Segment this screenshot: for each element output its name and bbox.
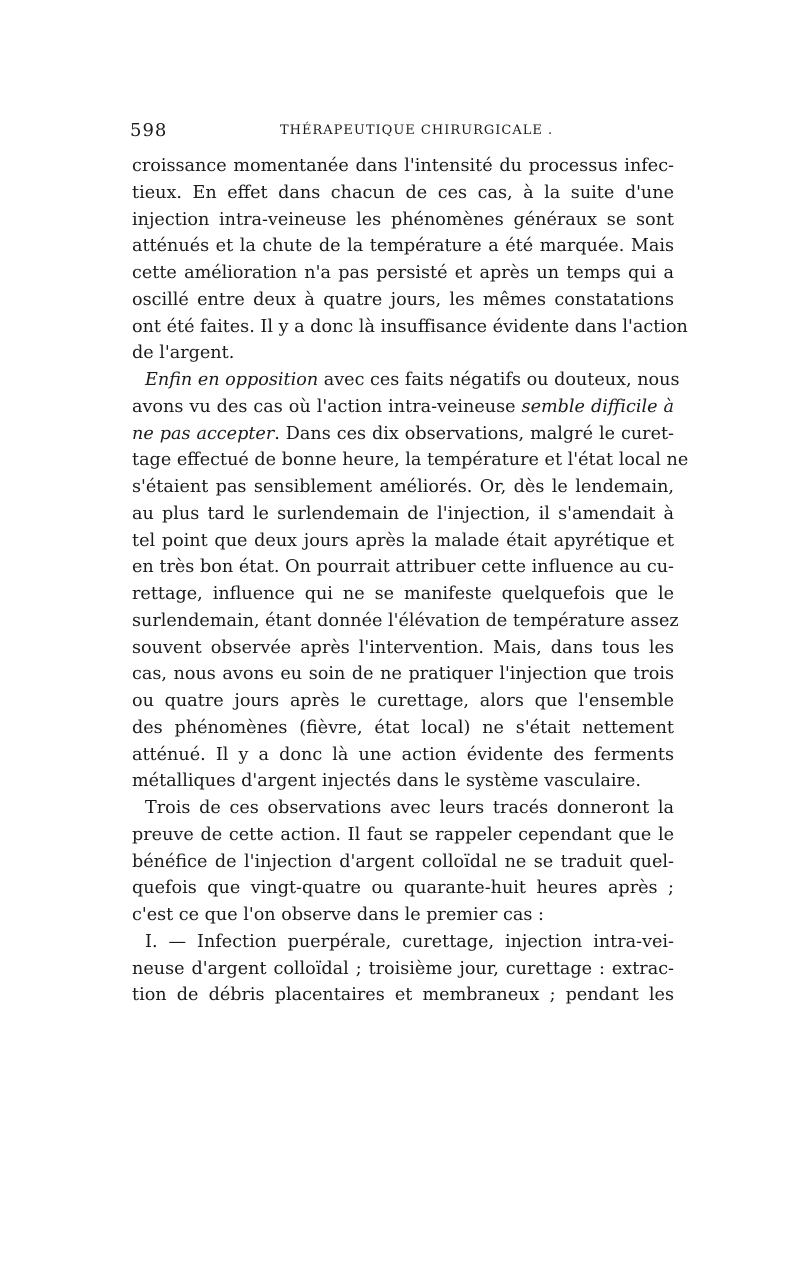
text-line: de l'argent. bbox=[132, 343, 235, 364]
text-line bbox=[132, 367, 680, 394]
text-line: s'étaient pas sensiblement améliorés. Or, dès le lendemain, bbox=[132, 477, 674, 497]
text-line: croissance momentanée dans l'intensité du processus infec- bbox=[132, 156, 674, 176]
text-line bbox=[132, 394, 674, 421]
text-line: tion de débris placentaires et membraneux ; pendant les bbox=[132, 985, 674, 1006]
text-line: rettage, influence qui ne se manifeste quelquefois que le bbox=[132, 584, 674, 604]
text-line: neuse d'argent colloïdal ; troisième jour, curettage : extrac- bbox=[132, 958, 674, 979]
text-line: atténués et la chute de la température a été marquée. Mais bbox=[132, 236, 674, 257]
text-line: au plus tard le surlendemain de l'injection, il s'amendait à bbox=[132, 503, 674, 524]
text-line: injection intra-veineuse les phénomènes généraux se sont bbox=[132, 209, 674, 230]
running-title: THÉRAPEUTIQUE CHIRURGICALE . bbox=[280, 123, 554, 138]
text-line: en très bon état. On pourrait attribuer cette influence au cu- bbox=[132, 557, 674, 578]
text-line: tieux. En effet dans chacun de ces cas, à la suite d'une bbox=[132, 182, 674, 203]
text-line: preuve de cette action. Il faut se rappeler cependant que le bbox=[132, 824, 674, 845]
line-text: avec ces faits négatifs ou douteux, nous bbox=[318, 370, 680, 390]
italic-phrase: Enfin en opposition bbox=[145, 370, 319, 390]
text-line: cas, nous avons eu soin de ne pratiquer l'injection que trois bbox=[132, 664, 674, 685]
line-text: . Dans ces dix observations, malgré le curet- bbox=[274, 423, 674, 444]
text-line: surlendemain, étant donnée l'élévation de température assez bbox=[132, 610, 679, 631]
italic-phrase: semble difficile à bbox=[521, 396, 674, 417]
page-number: 598 bbox=[130, 120, 168, 141]
text-line: tage effectué de bonne heure, la température et l'état local ne bbox=[132, 450, 689, 471]
text-line: ou quatre jours après le curettage, alors que l'ensemble bbox=[132, 691, 674, 711]
text-line: souvent observée après l'intervention. Mais, dans tous les bbox=[132, 637, 674, 658]
text-line: quefois que vingt-quatre ou quarante-huit heures après ; bbox=[132, 878, 674, 899]
text-line: bénéfice de l'injection d'argent colloïdal ne se traduit quel- bbox=[132, 851, 674, 872]
text-line: tel point que deux jours après la malade était apyrétique et bbox=[132, 530, 674, 551]
text-line: cette amélioration n'a pas persisté et après un temps qui a bbox=[132, 263, 674, 283]
text-line: ont été faites. Il y a donc là insuffisance évidente dans l'action bbox=[132, 316, 688, 337]
line-text: avons vu des cas où l'action intra-veineuse bbox=[132, 396, 522, 417]
text-line: I. — Infection puerpérale, curettage, injection intra-vei- bbox=[145, 931, 674, 952]
text-line: c'est ce que l'on observe dans le premier cas : bbox=[132, 905, 544, 925]
text-line: oscillé entre deux à quatre jours, les mêmes constatations bbox=[132, 289, 674, 310]
page-header bbox=[130, 120, 675, 142]
text-line: des phénomènes (fièvre, état local) ne s'était nettement bbox=[132, 717, 674, 738]
body-text bbox=[132, 153, 689, 1009]
italic-phrase: ne pas accepter bbox=[132, 423, 275, 444]
text-line: Trois de ces observations avec leurs tracés donneront la bbox=[145, 798, 674, 818]
text-line bbox=[132, 421, 674, 448]
text-line: métalliques d'argent injectés dans le système vasculaire. bbox=[132, 771, 641, 792]
text-line: atténué. Il y a donc là une action évidente des ferments bbox=[132, 744, 674, 765]
